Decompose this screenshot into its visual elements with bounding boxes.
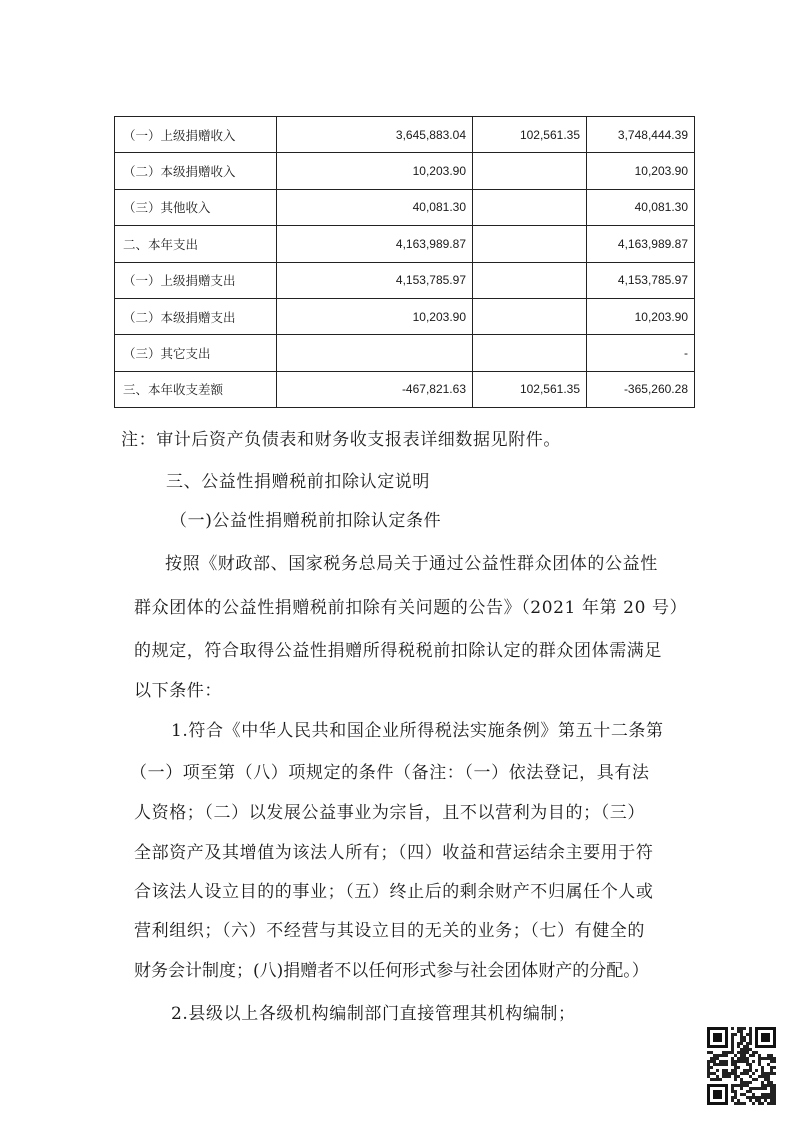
paragraph-line: 全部资产及其增值为该法人所有；（四）收益和营运结余主要用于符	[134, 843, 654, 863]
section-title: 三、公益性捐赠税前扣除认定说明	[166, 472, 430, 492]
table-note: 注：审计后资产负债表和财务收支报表详细数据见附件。	[121, 430, 561, 450]
table-row	[115, 335, 695, 371]
row-value: -	[587, 335, 695, 371]
row-value: 10,203.90	[277, 153, 473, 189]
paragraph-line: 以下条件：	[134, 681, 222, 701]
row-label: （三）其它支出	[115, 335, 277, 371]
row-label: （三）其他收入	[115, 189, 277, 225]
sub-title: （一)公益性捐赠税前扣除认定条件	[170, 511, 442, 531]
table-row	[115, 117, 695, 153]
row-value	[473, 189, 587, 225]
table-row	[115, 298, 695, 334]
row-value: 4,163,989.87	[587, 226, 695, 262]
paragraph-line: 人资格；（二）以发展公益事业为宗旨，且不以营利为目的；（三）	[134, 803, 645, 823]
row-value: -467,821.63	[277, 371, 473, 407]
paragraph-line: 财务会计制度；(八)捐赠者不以任何形式参与社会团体财产的分配。）	[134, 961, 649, 981]
row-value: 3,645,883.04	[277, 117, 473, 153]
row-value	[473, 226, 587, 262]
paragraph-line: 的规定，符合取得公益性捐赠所得税税前扣除认定的群众团体需满足	[134, 641, 662, 661]
table-row	[115, 226, 695, 262]
table-row	[115, 371, 695, 407]
row-label: （二）本级捐赠收入	[115, 153, 277, 189]
row-value: 10,203.90	[587, 298, 695, 334]
row-value: 102,561.35	[473, 117, 587, 153]
row-value	[473, 153, 587, 189]
table-row	[115, 153, 695, 189]
paragraph-line: 合该法人设立目的的事业；（五）终止后的剩余财产不归属任个人或	[134, 882, 654, 902]
paragraph-line: 1.符合《中华人民共和国企业所得税法实施条例》第五十二条第	[171, 721, 664, 741]
row-value: 10,203.90	[277, 298, 473, 334]
row-value: 4,153,785.97	[587, 262, 695, 298]
paragraph-line: （一）项至第（八）项规定的条件（备注：（一）依法登记，具有法	[130, 763, 650, 783]
row-value: 4,163,989.87	[277, 226, 473, 262]
row-value	[277, 335, 473, 371]
row-label: 二、本年支出	[115, 226, 277, 262]
row-label: （二）本级捐赠支出	[115, 298, 277, 334]
row-value: 4,153,785.97	[277, 262, 473, 298]
paragraph-line: 按照《财政部、国家税务总局关于通过公益性群众团体的公益性	[165, 554, 658, 574]
row-value	[473, 335, 587, 371]
row-value	[473, 262, 587, 298]
row-label: （一）上级捐赠支出	[115, 262, 277, 298]
row-value: 3,748,444.39	[587, 117, 695, 153]
row-value: -365,260.28	[587, 371, 695, 407]
paragraph-line: 群众团体的公益性捐赠税前扣除有关问题的公告》（2021 年第 20 号）	[134, 598, 688, 618]
qr-code-icon	[707, 1027, 777, 1105]
row-value: 40,081.30	[587, 189, 695, 225]
financial-table	[114, 116, 695, 408]
row-label: （一）上级捐赠收入	[115, 117, 277, 153]
row-value	[473, 298, 587, 334]
paragraph-line: 2.县级以上各级机构编制部门直接管理其机构编制；	[171, 1004, 576, 1024]
paragraph-line: 营利组织；（六）不经营与其设立目的无关的业务；（七）有健全的	[134, 921, 645, 941]
table-row	[115, 189, 695, 225]
row-label: 三、本年收支差额	[115, 371, 277, 407]
row-value: 40,081.30	[277, 189, 473, 225]
row-value: 102,561.35	[473, 371, 587, 407]
row-value: 10,203.90	[587, 153, 695, 189]
table-row	[115, 262, 695, 298]
